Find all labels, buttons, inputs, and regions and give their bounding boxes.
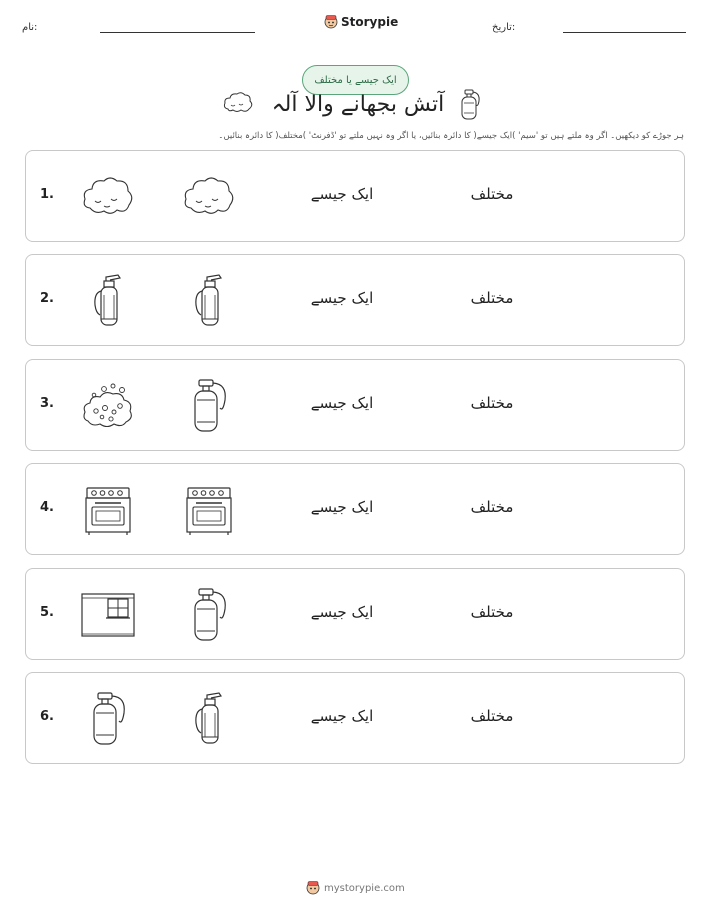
question-row-1 (25, 150, 685, 242)
footer (306, 880, 405, 896)
question-number: 4. (40, 500, 54, 516)
option-different[interactable]: مختلف (470, 289, 514, 308)
storypie-mascot-icon (306, 880, 320, 896)
storypie-mascot-icon (324, 14, 338, 30)
option-same[interactable]: ایک جیسے (310, 289, 374, 308)
option-same[interactable]: ایک جیسے (310, 602, 374, 621)
name-label: نام: (22, 22, 38, 33)
question-number: 3. (40, 395, 54, 411)
gas-canister-icon (181, 378, 237, 434)
option-same[interactable]: ایک جیسے (310, 498, 374, 517)
option-same[interactable]: ایک جیسے (310, 185, 374, 203)
fire-extinguisher-icon (80, 273, 136, 329)
worksheet-type-badge: ایک جیسے یا مختلف (302, 65, 409, 95)
date-line[interactable] (563, 32, 686, 33)
foam-icon (80, 378, 136, 434)
option-same[interactable]: ایک جیسے (310, 707, 374, 725)
stove-icon (181, 482, 237, 538)
logo-text: Storypie (341, 15, 399, 29)
window-icon (80, 587, 136, 643)
question-number: 5. (40, 604, 54, 620)
question-row-6 (25, 672, 685, 764)
question-row-4 (25, 463, 685, 555)
date-label: تاریخ: (492, 22, 516, 33)
gas-canister-icon (458, 89, 482, 121)
stove-icon (80, 482, 136, 538)
gas-canister-icon (80, 691, 136, 747)
instructions: ہر جوڑے کو دیکھیں۔ اگر وہ ملتے ہیں تو 'سیم' )ایک جیسے( کا دائرہ بنائیں، یا اگر وہ نہیں ملتے تو 'ڈفرنٹ' )مختلف( کا دائرہ بنائیں۔ (218, 131, 684, 141)
option-same[interactable]: ایک جیسے (310, 393, 374, 412)
storypie-logo (324, 14, 398, 30)
option-different[interactable]: مختلف (470, 707, 514, 725)
question-row-5 (25, 568, 685, 660)
smoke-cloud-icon (80, 169, 136, 225)
option-different[interactable]: مختلف (470, 185, 514, 203)
option-different[interactable]: مختلف (470, 602, 514, 621)
smoke-cloud-icon (181, 169, 237, 225)
question-number: 6. (40, 709, 54, 724)
name-line[interactable] (100, 32, 255, 33)
option-different[interactable]: مختلف (470, 498, 514, 517)
question-number: 2. (40, 291, 54, 307)
gas-canister-icon (181, 587, 237, 643)
question-number: 1. (40, 187, 54, 202)
footer-url[interactable]: mystorypie.com (324, 882, 405, 894)
question-row-3 (25, 359, 685, 451)
fire-extinguisher-icon (181, 273, 237, 329)
option-different[interactable]: مختلف (470, 393, 514, 412)
question-row-2 (25, 254, 685, 346)
smoke-cloud-icon (222, 91, 254, 115)
worksheet-title: آتش بجھانے والا آلہ (271, 92, 445, 117)
fire-extinguisher-icon (181, 691, 237, 747)
